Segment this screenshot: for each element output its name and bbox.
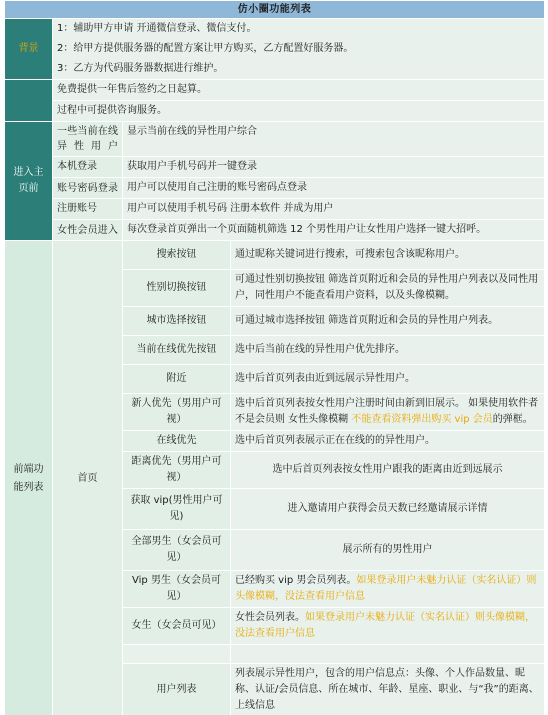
login-feature-name: 本机登录 (53, 157, 123, 178)
login-feature-name: 一些当前在线异性用户 (53, 122, 123, 157)
highlight-text: 如果登录用户未魅力认证（实名认证）则头像模糊，没法查看用户信息 (235, 612, 535, 639)
home-feature-name: 新人优先（男用户可视） (123, 394, 231, 431)
home-feature-desc: 通过昵称关键词进行搜索，可搜索包含该昵称用户。 (231, 241, 545, 270)
home-feature-desc: 已经购买 vip 男会员列表。如果登录用户未魅力认证（实名认证）则头像模糊，没法查看用户信息 (231, 571, 545, 608)
home-feature-name: 获取 vip(男性用户可见) (123, 489, 231, 530)
background-item: 1：辅助甲方申请 开通微信登录、微信支付。 (53, 19, 545, 40)
home-feature-name: 附近 (123, 365, 231, 394)
login-feature-name: 女性会员进入 (53, 220, 123, 241)
section-background-label: 背景 (5, 19, 53, 80)
home-feature-name (123, 645, 231, 664)
home-feature-name: 用户列表 (123, 664, 231, 715)
login-feature-desc: 用户可以使用手机号码 注册本软件 并成为用户 (123, 199, 545, 220)
home-feature-desc: 女性会员列表。如果登录用户未魅力认证（实名认证）则头像模糊，没法查看用户信息 (231, 608, 545, 645)
home-feature-desc: 可通过城市选择按钮 筛选首页附近和会员的异性用户列表。 (231, 307, 545, 336)
home-feature-desc: 列表展示异性用户，包含的用户信息点：头像、个人作品数量、昵称、认证/会员信息、所在城市、年龄、星座、职业、与“我”的距离、上线信息 (231, 664, 545, 715)
background-item: 3：乙方为代码服务器数据进行维护。 (53, 59, 545, 80)
home-feature-name: 在线优先 (123, 431, 231, 452)
home-feature-name: 当前在线优先按钮 (123, 336, 231, 365)
home-feature-name: 全部男生（女会员可见） (123, 530, 231, 571)
home-feature-name: 距离优先（男用户可视） (123, 452, 231, 489)
section-frontend-label: 前端功能列表 (5, 241, 53, 715)
home-feature-name: 女生（女会员可见） (123, 608, 231, 645)
home-feature-name: 搜索按钮 (123, 241, 231, 270)
login-feature-name: 账号密码登录 (53, 178, 123, 199)
login-feature-name: 注册账号 (53, 199, 123, 220)
title-row (5, 1, 545, 19)
home-feature-desc: 选中后当前在线的异性用户优先排序。 (231, 336, 545, 365)
subsection-home: 首页 (53, 241, 123, 715)
highlight-text: 不能查看资料弹出购买 vip 会员 (348, 414, 493, 425)
login-feature-desc: 获取用户手机号码并一键登录 (123, 157, 545, 178)
home-feature-desc: 进入邀请用户获得会员天数已经邀请展示详情 (231, 489, 545, 530)
document-title: 仿小圈功能列表 (5, 1, 545, 19)
login-feature-desc: 用户可以使用自己注册的账号密码点登录 (123, 178, 545, 199)
home-feature-name: Vip 男生（女会员可见） (123, 571, 231, 608)
highlight-text: 如果登录用户未魅力认证（实名认证）则头像模糊，没法查看用户信息 (235, 575, 537, 602)
home-feature-desc: 选中后首页列表由近到远展示异性用户。 (231, 365, 545, 394)
home-feature-desc: 选中后首页列表按女性用户注册时间由新到旧展示。 如果使用软件者不是会员则 女性头像模糊 不能查看资料弹出购买 vip 会员的弹框。 (231, 394, 545, 431)
home-feature-name: 城市选择按钮 (123, 307, 231, 336)
login-feature-desc: 显示当前在线的异性用户综合 (123, 122, 545, 157)
home-feature-desc (231, 645, 545, 664)
background-item: 免费提供一年售后签约之日起算。 (53, 80, 545, 101)
login-feature-desc: 每次登录首页弹出一个页面随机筛选 12 个男性用户让女性用户选择一键大招呼。 (123, 220, 545, 241)
home-feature-desc: 选中后首页列表按女性用户跟我的距离由近到远展示 (231, 452, 545, 489)
home-feature-name: 性别切换按钮 (123, 270, 231, 307)
home-feature-desc: 选中后首页列表展示正在在线的的异性用户。 (231, 431, 545, 452)
background-item: 2：给甲方提供服务器的配置方案让甲方购买，乙方配置好服务器。 (53, 39, 545, 59)
section-login-label: 进入主页前 (5, 122, 53, 241)
feature-table (4, 0, 545, 715)
home-feature-desc: 展示所有的男性用户 (231, 530, 545, 571)
home-feature-desc: 可通过性别切换按钮 筛选首页附近和会员的异性用户列表以及同性用户，同性用户不能查看用户资料，以及头像模糊。 (231, 270, 545, 307)
background-item: 过程中可提供咨询服务。 (53, 101, 545, 122)
